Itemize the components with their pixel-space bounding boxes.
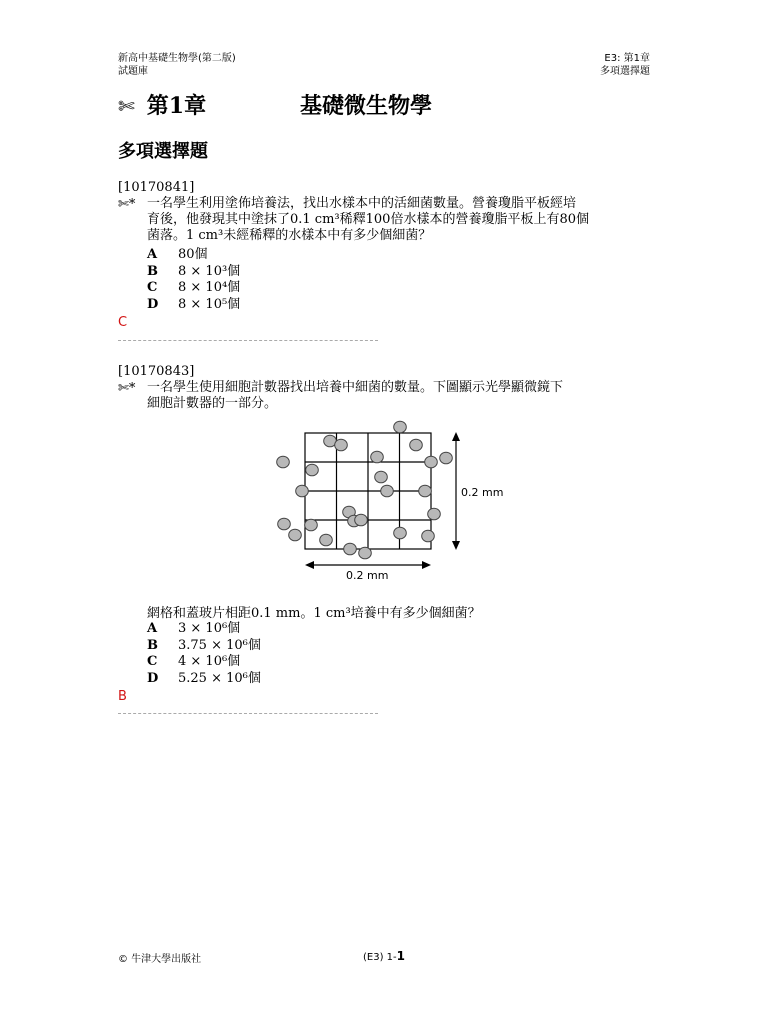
question-text-line: 一名學生利用塗佈培養法，找出水樣本中的活細菌數量。營養瓊脂平板經培 [147,196,577,211]
option-letter: C [147,654,158,669]
bacterium [289,529,302,541]
book-subtitle: 試題庫 [118,66,148,77]
bacterium [355,514,368,526]
option-text: 3 × 10⁶個 [178,621,241,636]
option-d [147,297,240,314]
question-id: [10170841] [118,180,195,195]
copyright: © 牛津大學出版社 [118,954,202,965]
page-number [363,949,405,963]
question-marker [118,197,135,213]
question-text-line: 菌落。1 cm³未經稀釋的水樣本中有多少個細菌？ [147,228,432,243]
scissors-icon: ✄* [118,197,136,212]
bacterium [419,485,432,497]
bacterium [305,519,318,531]
option-c [147,654,261,671]
option-letter: D [147,296,159,312]
option-letter: A [147,621,158,636]
bacterium [306,464,319,476]
bacterium [278,518,291,530]
running-header-right [600,52,650,78]
cell-counter-figure [270,420,504,590]
chapter-heading [118,89,206,120]
bacterium [335,439,348,451]
counting-grid [305,433,431,549]
chapter-ref: E3: 第1章 [604,53,650,64]
vertical-dimension [452,432,460,550]
option-letter: B [147,263,158,279]
options-list [147,621,261,687]
option-text: 80個 [178,247,208,262]
question-id: [10170843] [118,364,195,379]
bacterium [394,527,407,539]
question-text-line: 育後，他發現其中塗抹了0.1 cm³稀釋100倍水樣本的營養瓊脂平板上有80個 [147,212,589,227]
divider [118,713,378,714]
bacterium [440,452,453,464]
option-text: 5.25 × 10⁶個 [178,670,261,686]
option-letter: C [147,280,158,295]
scissors-icon: ✄* [118,381,136,396]
bacterium [425,456,438,468]
question-text [147,380,667,412]
page-prefix: (E3) 1- [363,952,397,963]
book-title: 新高中基礎生物學(第二版) [118,53,236,64]
option-a [147,247,240,264]
bacterium [422,530,435,542]
answer-key: B [118,689,127,704]
option-letter: D [147,670,159,686]
page-num: 1 [396,949,405,963]
option-c [147,280,240,297]
bacterium [344,543,357,555]
option-d [147,671,261,688]
option-text: 4 × 10⁶個 [178,654,241,669]
bacterium [410,439,423,451]
chapter-name: 基礎微生物學 [300,93,433,119]
bacteria-cells [277,421,453,559]
option-letter: B [147,637,158,653]
horizontal-dimension-label: 0.2 mm [346,569,389,582]
option-text: 8 × 10³個 [178,263,241,279]
section-ref: 多項選擇題 [600,66,650,77]
question-text-after-figure: 網格和蓋玻片相距0.1 mm。1 cm³培養中有多少個細菌？ [147,606,481,621]
bacterium [381,485,394,497]
bacterium [394,421,407,433]
question-marker [118,381,135,397]
section-title: 多項選擇題 [118,141,208,162]
answer-key: C [118,315,128,330]
bacterium [277,456,290,468]
scissors-icon: ✄ [118,94,135,118]
bacterium [428,508,441,520]
option-b [147,264,240,281]
bacterium [359,547,372,559]
option-text: 3.75 × 10⁶個 [178,637,261,653]
option-text: 8 × 10⁵個 [178,296,241,312]
option-a [147,621,261,638]
bacterium [375,471,388,483]
question-text-line: 細胞計數器的一部分。 [147,396,278,411]
running-header-left [118,52,236,78]
option-b [147,638,261,655]
bacterium [296,485,309,497]
horizontal-dimension [305,561,431,569]
option-text: 8 × 10⁴個 [178,280,241,295]
option-letter: A [147,247,158,262]
question-text-line: 一名學生使用細胞計數器找出培養中細菌的數量。下圖顯示光學顯微鏡下 [147,380,564,395]
bacterium [320,534,333,546]
divider [118,340,378,341]
question-text [147,196,667,244]
vertical-dimension-label: 0.2 mm [461,486,504,499]
bacterium [371,451,384,463]
chapter-number: 第1章 [146,93,207,119]
options-list [147,247,240,313]
